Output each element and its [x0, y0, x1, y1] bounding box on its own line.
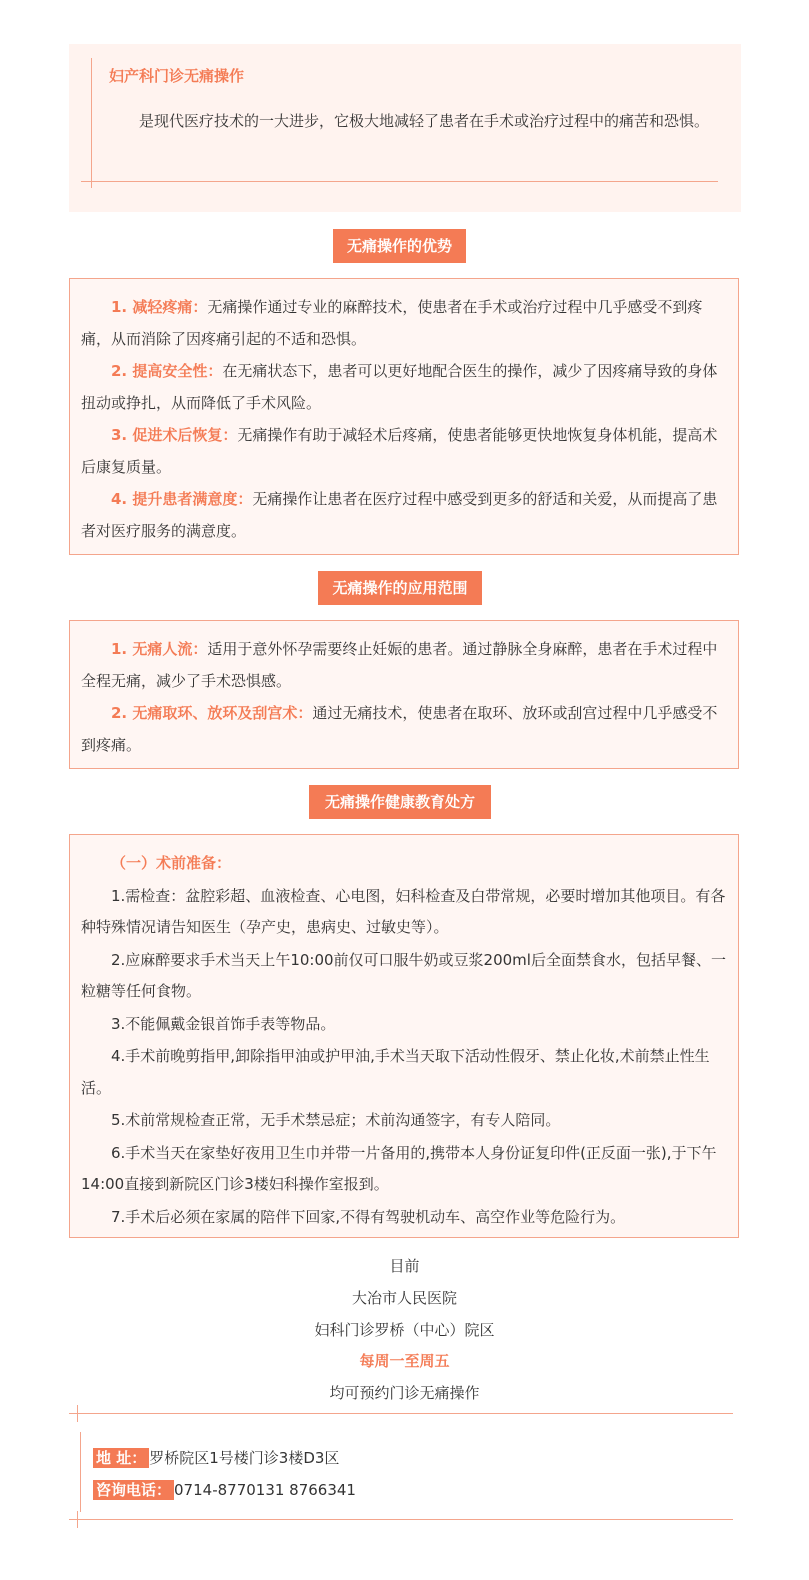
education-item-5: 5.术前常规检查正常，无手术禁忌症；术前沟通签字，有专人陪同。: [111, 1111, 561, 1129]
education-item-2: 2.应麻醉要求手术当天上午10:00前仅可口服牛奶或豆浆200ml后全面禁食水，包括早餐、一粒糖等任何食物。: [81, 950, 726, 1000]
advantage-item-4: 4. 提升患者满意度：无痛操作让患者在医疗过程中感受到更多的舒适和关爱，从而提高了患者对医疗服务的满意度。: [81, 490, 718, 540]
contact-phone: [93, 1479, 356, 1500]
education-subheading: （一）术前准备：: [111, 854, 232, 872]
footer-campus: 妇科门诊罗桥（中心）院区: [314, 1321, 495, 1339]
footer-hospital-name: 大冶市人民医院: [351, 1289, 457, 1307]
footer-line-5: 均可预约门诊无痛操作: [329, 1384, 480, 1402]
education-box: [69, 834, 739, 1238]
intro-title: 妇产科门诊无痛操作: [109, 67, 245, 85]
section-heading-education: 无痛操作健康教育处方: [309, 785, 491, 819]
intro-decor-vertical-line: [91, 58, 92, 188]
address-label: 地 址：: [93, 1448, 149, 1468]
advantage-item-1: 1. 减轻疼痛：无痛操作通过专业的麻醉技术，使患者在手术或治疗过程中几乎感受不到疼痛，从而消除了因疼痛引起的不适和恐惧。: [81, 298, 703, 348]
education-item-7: 7.手术后必须在家属的陪伴下回家,不得有驾驶机动车、高空作业等危险行为。: [111, 1207, 626, 1226]
scope-item-1: 1. 无痛人流：适用于意外怀孕需要终止妊娠的患者。通过静脉全身麻醉，患者在手术过程中全程无痛，减少了手术恐惧感。: [81, 640, 718, 690]
education-item-4: 4.手术前晚剪指甲,卸除指甲油或护甲油,手术当天取下活动性假牙、禁止化妆,术前禁止性生活。: [81, 1047, 710, 1097]
footer-schedule: 每周一至周五: [359, 1352, 450, 1370]
advantage-item-2: 2. 提高安全性：在无痛状态下，患者可以更好地配合医生的操作，减少了因疼痛导致的身体扭动或挣扎，从而降低了手术风险。: [81, 362, 718, 412]
contact-frame-bottom-line: [69, 1519, 733, 1520]
scope-box: [69, 620, 739, 769]
phone-value: 0714-8770131 8766341: [174, 1481, 356, 1499]
scope-item-2: 2. 无痛取环、放环及刮宫术：通过无痛技术，使患者在取环、放环或刮宫过程中几乎感受不到疼痛。: [81, 704, 718, 754]
advantages-box: [69, 278, 739, 555]
section-heading-scope: 无痛操作的应用范围: [318, 571, 482, 605]
intro-card: [69, 44, 741, 212]
contact-frame-cross-bottom: [77, 1511, 78, 1528]
contact-frame-left-line: [80, 1432, 81, 1512]
footer-line-1: 目前: [389, 1257, 420, 1275]
intro-decor-horizontal-line: [81, 181, 718, 182]
contact-frame-top-line: [69, 1413, 733, 1414]
phone-label: 咨询电话：: [93, 1480, 174, 1500]
education-item-1: 1.需检查：盆腔彩超、血液检查、心电图，妇科检查及白带常规，必要时增加其他项目。有各种特殊情况请告知医生（孕产史，患病史、过敏史等）。: [81, 886, 726, 936]
address-value: 罗桥院区1号楼门诊3楼D3区: [149, 1449, 340, 1467]
contact-frame-cross-top: [77, 1405, 78, 1422]
contact-address: [93, 1447, 339, 1468]
advantage-item-3: 3. 促进术后恢复：无痛操作有助于减轻术后疼痛，使患者能够更快地恢复身体机能，提高术后康复质量。: [81, 426, 718, 476]
education-item-6: 6.手术当天在家垫好夜用卫生巾并带一片备用的,携带本人身份证复印件(正反面一张),于下午14:00直接到新院区门诊3楼妇科操作室报到。: [81, 1143, 717, 1193]
intro-body: 是现代医疗技术的一大进步，它极大地减轻了患者在手术或治疗过程中的痛苦和恐惧。: [139, 112, 710, 130]
education-item-3: 3.不能佩戴金银首饰手表等物品。: [111, 1014, 336, 1033]
section-heading-advantages: 无痛操作的优势: [333, 229, 466, 263]
